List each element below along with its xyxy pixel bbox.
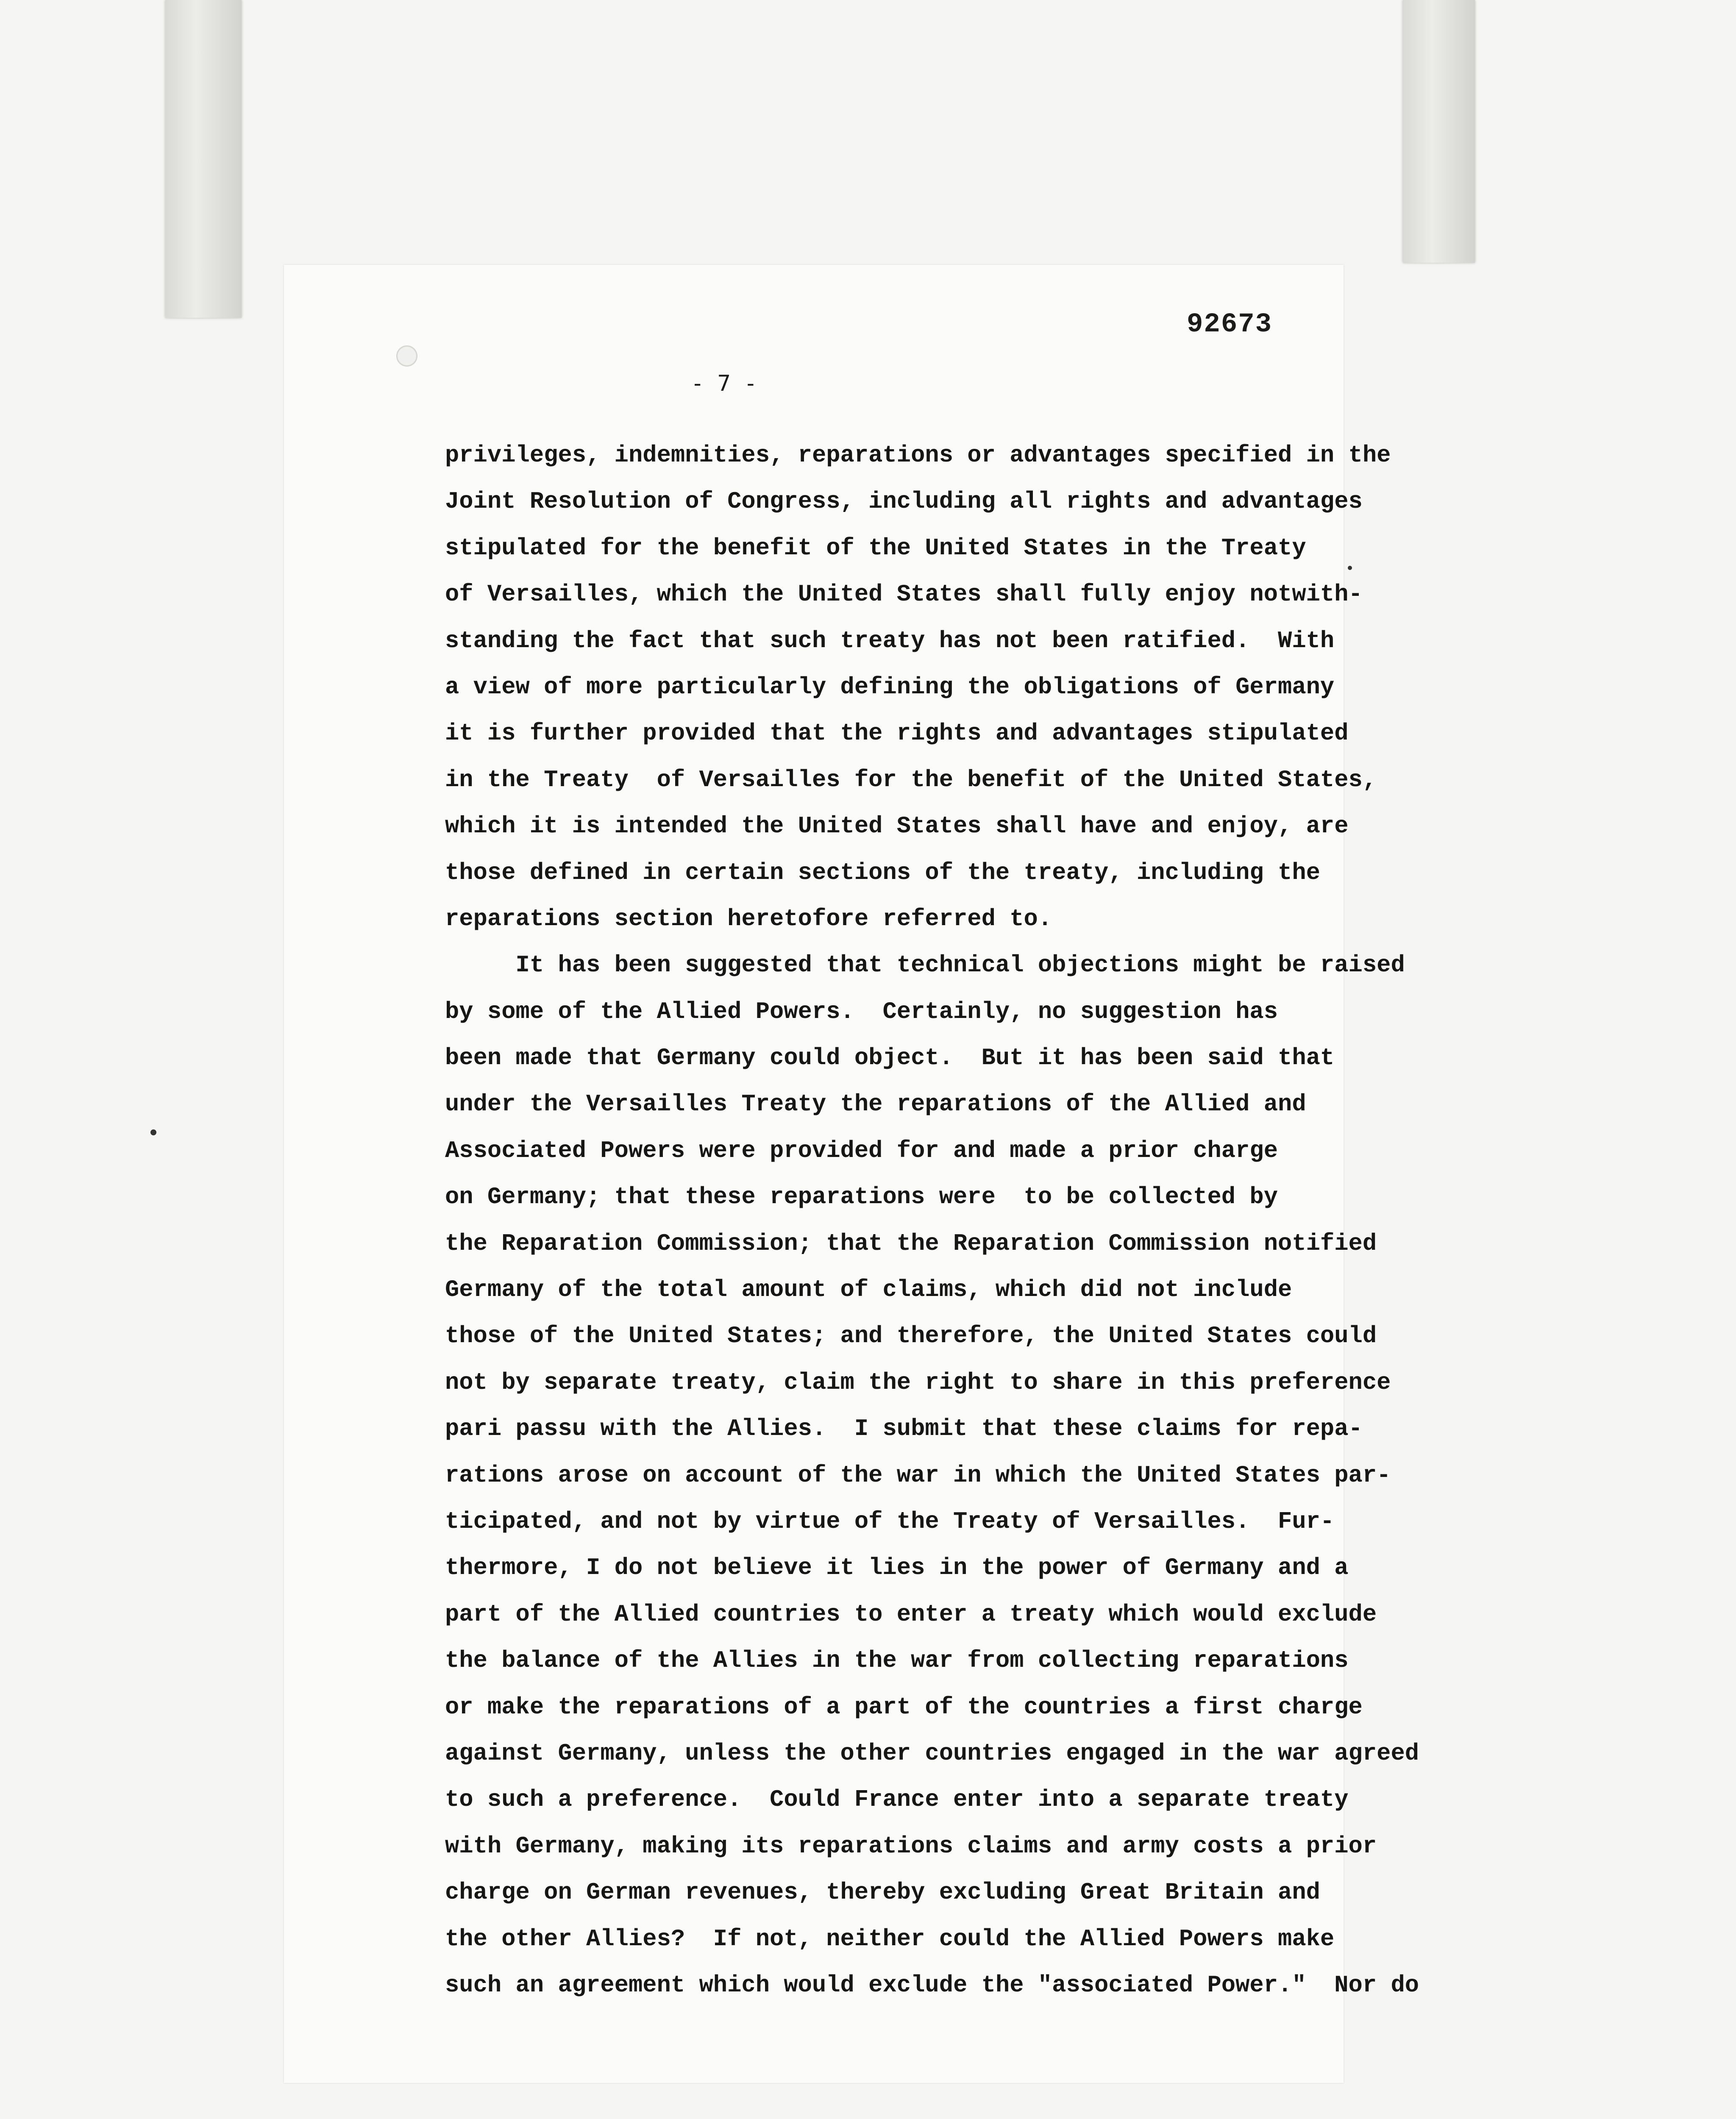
text-line: to such a preference. Could France enter into a separate treaty <box>445 1786 1349 1813</box>
text-line: under the Versailles Treaty the reparations of the Allied and <box>445 1091 1306 1118</box>
punch-hole <box>396 345 417 367</box>
mounting-tape-top-left <box>165 0 242 318</box>
text-line: by some of the Allied Powers. Certainly, no suggestion has <box>445 998 1278 1025</box>
text-line: the other Allies? If not, neither could the Allied Powers make <box>445 1925 1335 1952</box>
document-number-stamp: 92673 <box>1187 309 1273 340</box>
text-line: Joint Resolution of Congress, including all rights and advantages <box>445 488 1363 515</box>
text-line: in the Treaty of Versailles for the benefit of the United States, <box>445 766 1377 793</box>
text-line: against Germany, unless the other countries engaged in the war agreed <box>445 1740 1419 1767</box>
body-text <box>445 432 1419 2008</box>
text-line: pari passu with the Allies. I submit that these claims for repa- <box>445 1415 1363 1443</box>
text-line: such an agreement which would exclude the "associated Power." Nor do <box>445 1972 1419 1999</box>
text-line: It has been suggested that technical objections might be raised <box>445 952 1405 979</box>
text-line: or make the reparations of a part of the countries a first charge <box>445 1694 1363 1721</box>
text-line: been made that Germany could object. But it has been said that <box>445 1045 1335 1072</box>
mounting-tape-top-right <box>1403 0 1475 263</box>
typed-document-page <box>284 265 1419 2083</box>
text-line: those of the United States; and therefore, the United States could <box>445 1323 1377 1350</box>
text-line: privileges, indemnities, reparations or advantages specified in the <box>445 442 1391 469</box>
dust-speck <box>150 1129 156 1135</box>
text-line: which it is intended the United States shall have and enjoy, are <box>445 813 1349 840</box>
text-line: ticipated, and not by virtue of the Treaty of Versailles. Fur- <box>445 1508 1335 1535</box>
text-line: standing the fact that such treaty has not been ratified. With <box>445 627 1335 654</box>
text-line: the balance of the Allies in the war from collecting reparations <box>445 1647 1349 1674</box>
text-line: on Germany; that these reparations were to be collected by <box>445 1184 1278 1211</box>
text-line: those defined in certain sections of the treaty, including the <box>445 859 1320 886</box>
text-line: it is further provided that the rights and advantages stipulated <box>445 720 1349 747</box>
page-number: - 7 - <box>691 371 757 396</box>
text-line: the Reparation Commission; that the Reparation Commission notified <box>445 1230 1377 1257</box>
text-line: not by separate treaty, claim the right to share in this preference <box>445 1369 1391 1396</box>
text-line: of Versailles, which the United States shall fully enjoy notwith- <box>445 581 1363 608</box>
text-line: with Germany, making its reparations claims and army costs a prior <box>445 1833 1377 1860</box>
text-line: thermore, I do not believe it lies in the power of Germany and a <box>445 1554 1349 1582</box>
text-line: part of the Allied countries to enter a treaty which would exclude <box>445 1601 1377 1628</box>
text-line: Germany of the total amount of claims, which did not include <box>445 1276 1292 1304</box>
text-line: rations arose on account of the war in which the United States par- <box>445 1462 1391 1489</box>
text-line: Associated Powers were provided for and made a prior charge <box>445 1137 1278 1164</box>
text-line: a view of more particularly defining the obligations of Germany <box>445 673 1335 701</box>
text-line: stipulated for the benefit of the United States in the Treaty <box>445 534 1306 562</box>
text-line: reparations section heretofore referred to. <box>445 905 1052 932</box>
dust-speck <box>1348 566 1352 570</box>
text-line: charge on German revenues, thereby excluding Great Britain and <box>445 1879 1320 1906</box>
